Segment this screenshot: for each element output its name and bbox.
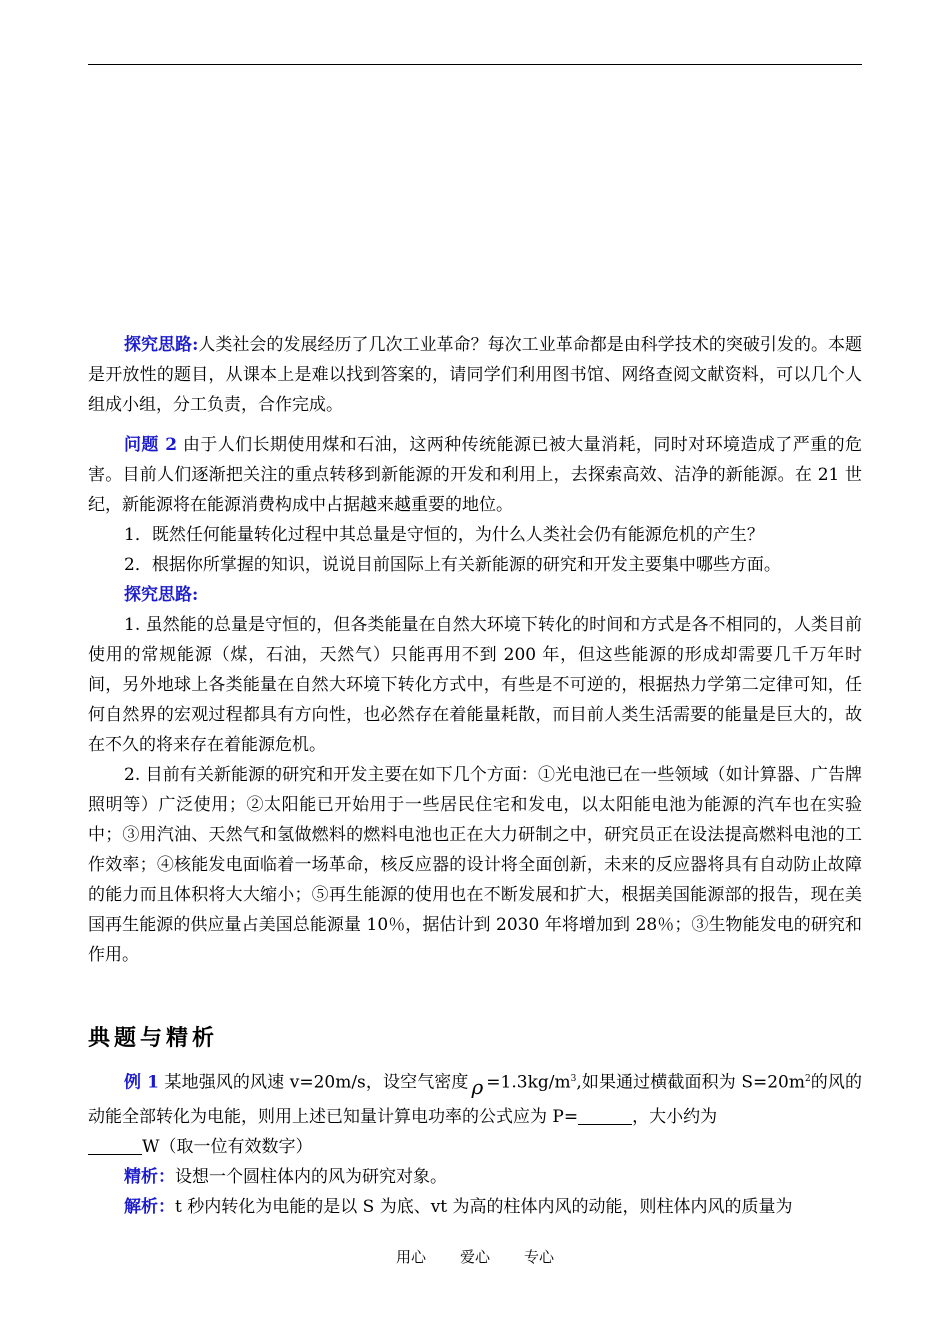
- problem-2-paragraph: [88, 430, 862, 520]
- example-text: ,如果通过横截面积为 S=20m: [576, 1072, 805, 1093]
- example-text: ，大小约为: [632, 1106, 718, 1127]
- answer-blank-formula[interactable]: [578, 1106, 632, 1125]
- explore-label: 探究思路:: [124, 335, 199, 355]
- example-label: 例 1: [124, 1072, 159, 1093]
- question-2: 2．根据你所掌握的知识，说说目前国际上有关新能源的研究和开发主要集中哪些方面。: [124, 555, 781, 575]
- solution-text: t 秒内转化为电能的是以 S 为底、vt 为高的柱体内风的动能，则柱体内风的质量为: [175, 1196, 793, 1217]
- rho-symbol: ρ: [471, 1074, 484, 1099]
- analysis-paragraph: [88, 1162, 862, 1192]
- footer-text: 爱心: [459, 1248, 490, 1266]
- explore-label: 探究思路:: [124, 585, 199, 605]
- solution-paragraph: [88, 1192, 862, 1222]
- answer-2: 2. 目前有关新能源的研究和开发主要在如下几个方面：①光电池已在一些领域（如计算器、广告牌照明等）广泛使用；②太阳能已开始用于一些居民住宅和发电，以太阳能电池为能源的汽车也在实验中；③用汽油、天然气和氢做燃料的燃料电池也正在大力研制之中，研究员正在设法提高燃料电池的工作效率；④核能发电面临着一场革命，核反应器的设计将全面创新，未来的反应器将具有自动防止故障的能力而且体积将大大缩小；⑤再生能源的使用也在不断发展和扩大，根据美国能源部的报告，现在美国再生能源的供应量占美国总能源量 10％，据估计到 2030 年将增加到 28％；③生物能发电的研究和作用。: [88, 765, 862, 965]
- analysis-label: 精析：: [124, 1166, 175, 1187]
- problem-label: 问题 2: [124, 435, 178, 455]
- example-text: =1.3kg/m: [486, 1072, 571, 1093]
- superscript: 2: [804, 1074, 811, 1084]
- explore-text: 人类社会的发展经历了几次工业革命？每次工业革命都是由科学技术的突破引发的。本题是开放性的题目，从课本上是难以找到答案的，请同学们利用图书馆、网络查阅文献资料，可以几个人组成小组，分工负责，合作完成。: [88, 335, 862, 415]
- section-title: 典题与精析: [88, 1025, 219, 1051]
- solution-label: 解析：: [124, 1196, 175, 1217]
- example-text: 的风的动能全部转化为电能，则用上述已知量计算电功率的公式应为 P=: [88, 1072, 863, 1127]
- explore-heading-2: [88, 580, 862, 610]
- answer-1: 1. 虽然能的总量是守恒的，但各类能量在自然大环境下转化的时间和方式是各不相同的，人类目前使用的常规能源（煤，石油，天然气）只能再用不到 200 年，但这些能源的形成却需要几千万年时间，另外地球上各类能量在自然大环境下转化方式中，有些是不可逆的，根据热力学第二定律可知，任何自然界的宏观过程都具有方向性，也必然存在着能量耗散，而目前人类生活需要的能量是巨大的，故在不久的将来存在着能源危机。: [88, 615, 862, 755]
- footer-text: 专心: [524, 1248, 555, 1266]
- example-text: 某地强风的风速 v=20m/s，设空气密度: [158, 1072, 469, 1093]
- page-footer: [0, 1246, 950, 1267]
- example-1-paragraph: [88, 1064, 862, 1162]
- header-rule: [88, 64, 862, 65]
- question-1: 1．既然任何能量转化过程中其总量是守恒的，为什么人类社会仍有能源危机的产生？: [124, 525, 764, 545]
- superscript: 3: [570, 1074, 577, 1084]
- explore-paragraph-1: [88, 330, 862, 420]
- footer-text: 用心: [395, 1248, 426, 1266]
- answer-blank-value[interactable]: [88, 1136, 142, 1155]
- document-body: [88, 330, 862, 1222]
- example-text: W（取一位有效数字）: [142, 1136, 313, 1157]
- problem-text: 由于人们长期使用煤和石油，这两种传统能源已被大量消耗，同时对环境造成了严重的危害。目前人们逐渐把关注的重点转移到新能源的开发和利用上，去探索高效、洁净的新能源。在 21 世纪，新能源将在能源消费构成中占据越来越重要的地位。: [88, 435, 863, 515]
- analysis-text: 设想一个圆柱体内的风为研究对象。: [175, 1166, 447, 1187]
